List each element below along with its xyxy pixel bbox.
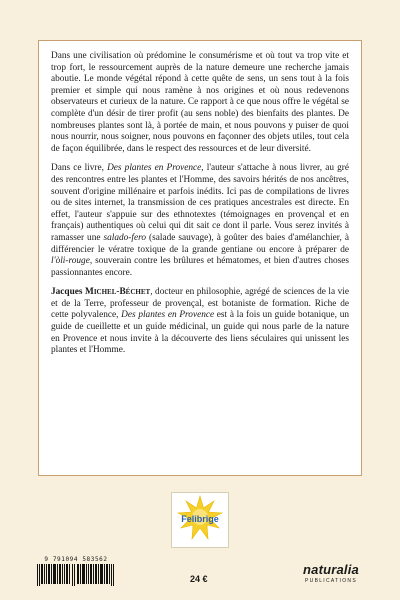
term-salado-fero: salado-fero	[103, 232, 147, 243]
publisher-sub: PUBLICATIONS	[305, 578, 357, 584]
paragraph-book: Dans ce livre, Des plantes en Provence, l'auteur s'attache à nous livrer, au gré des rencontres entre les plantes et l'Homme, des savoirs hérités de nos ancêtres, souvent d'origine millénaire et parfois inédits. Ici pas de compilations de livres ou de sites internet, la transmission de ces pratiques ancestrales est directe. En effet, l'auteur s'appuie sur des ethnotextes (témoignages en provençal et en français) authentiques où celui qui dit sait ce dont il parle. Vous serez invités à ramasser une salado-fero (salade sauvage), à goûter des baies d'amélanchier, à différencier le vératre toxique de la grande gentiane ou encore à préparer de l'òli-rouge, souverain contre les brûlures et hématomes, et bien d'autres choses passionnantes encore.	[51, 163, 349, 278]
author-name: Jacques Michel-Béchet	[51, 287, 151, 298]
felibrige-logo	[171, 492, 229, 548]
book-title: Des plantes en Provence	[121, 310, 215, 321]
isbn-barcode	[36, 556, 116, 586]
term-oli-rouge: l'òli-rouge	[51, 256, 90, 267]
paragraph-author: Jacques Michel-Béchet, docteur en philosophie, agrégé de sciences de la vie et de la Terre, professeur de provençal, est botaniste de formation. Riche de cette polyvalence, Des plantes en Provence est à la fois un guide botanique, un guide de cueillette et un guide médicinal, un guide qui nous parle de la nature en Provence et nous invite à la découverte des liens séculaires qui unissent les plantes et l'Homme.	[51, 287, 349, 356]
publisher-name: naturalia	[303, 562, 359, 577]
back-cover-text	[38, 40, 362, 476]
publisher-logo	[298, 562, 364, 584]
price-label: 24 €	[190, 574, 208, 584]
isbn-digits: 9 791094 583562	[36, 556, 116, 563]
paragraph-intro: Dans une civilisation où prédomine le consumérisme et où tout va trop vite et trop fort, le ressourcement auprès de la nature demeure une recherche jamais aboutie. Le monde végétal répond à cette quête de sens, un sens tout à la fois premier et simple qui nous ramène à nos origines et où nous redevenons observateurs et curieux de la nature. Ce rapport à ce que nous offre le végétal se complète d'un désir de tirer profit (au sens noble) des bienfaits des plantes. De nombreuses plantes sont là, à portée de main, et nous pouvons y puiser de quoi nous nourrir, nous soigner, nous pouvons en façonner des objets utiles, tout cela de façon équilibrée, dans le respect des ressources et de leur diversité.	[51, 51, 349, 154]
logo-text: Felibrige	[181, 514, 219, 524]
barcode-bars	[36, 564, 116, 586]
book-title: Des plantes en Provence	[107, 163, 202, 174]
